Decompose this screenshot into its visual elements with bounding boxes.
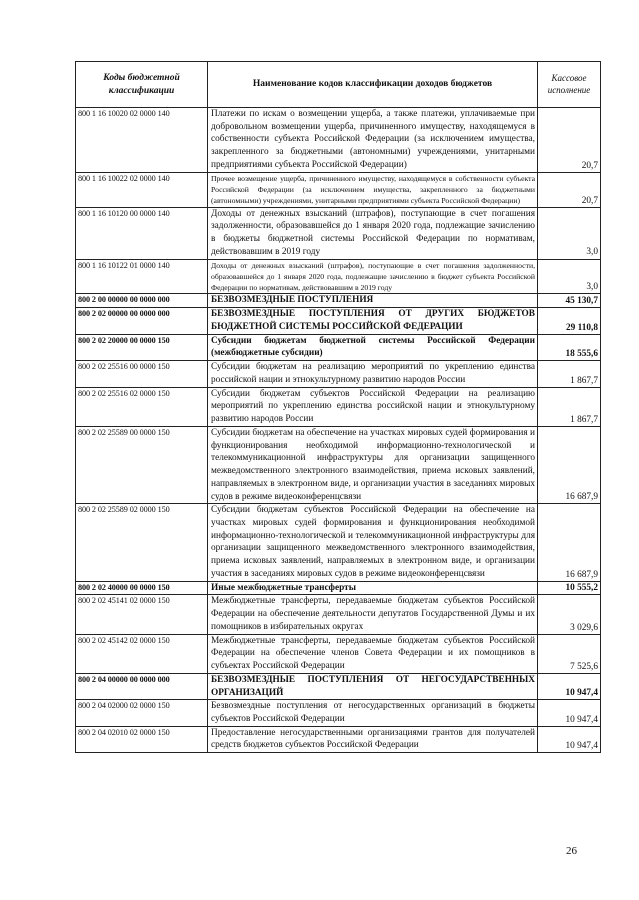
row-amount: 16 687,9 <box>538 504 601 581</box>
row-name: Субсидии бюджетам на реализацию мероприятий по укреплению единства российской нации и этнокультурному развитию народов России <box>208 361 538 387</box>
row-code: 800 2 02 25516 00 0000 150 <box>76 361 208 387</box>
row-amount: 10 947,4 <box>538 673 601 699</box>
row-code: 800 2 00 00000 00 0000 000 <box>76 294 208 308</box>
row-amount: 45 130,7 <box>538 294 601 308</box>
row-name: Предоставление негосударственными организациями грантов для получателей средств бюджетов субъектов Российской Федерации <box>208 726 538 752</box>
row-name: Субсидии бюджетам субъектов Российской Федерации на реализацию мероприятий по укреплению единства российской нации и этнокультурному развитию народов России <box>208 387 538 426</box>
row-amount: 1 867,7 <box>538 387 601 426</box>
row-code: 800 2 02 00000 00 0000 000 <box>76 308 208 334</box>
row-code: 800 2 02 25516 02 0000 150 <box>76 387 208 426</box>
row-code: 800 2 04 00000 00 0000 000 <box>76 673 208 699</box>
row-name: Безвозмездные поступления от негосударственных организаций в бюджеты субъектов Российской Федерации <box>208 700 538 726</box>
row-name: Субсидии бюджетам на обеспечение на участках мировых судей формирования и функционирования необходимой информационно-технологической и телекоммуникационной инфраструктуры для организации защищенного межведомственного электронного взаимодействия, приема исковых заявлений, направляемых в электронном виде, и организации участия в заседаниях мировых судов в режиме видеоконференцсвязи <box>208 426 538 503</box>
row-name: Иные межбюджетные трансферты <box>208 581 538 595</box>
table-row <box>76 426 601 503</box>
table-row <box>76 673 601 699</box>
row-amount: 16 687,9 <box>538 426 601 503</box>
row-code: 800 1 16 10120 00 0000 140 <box>76 207 208 259</box>
row-amount: 18 555,6 <box>538 334 601 360</box>
table-row <box>76 726 601 752</box>
header-amount: Кассовое исполнение <box>538 62 601 108</box>
table-row <box>76 259 601 294</box>
header-name: Наименование кодов классификации доходов бюджетов <box>208 62 538 108</box>
table-row <box>76 308 601 334</box>
row-amount: 3,0 <box>538 207 601 259</box>
row-name: БЕЗВОЗМЕЗДНЫЕ ПОСТУПЛЕНИЯ ОТ НЕГОСУДАРСТВЕННЫХ ОРГАНИЗАЦИЙ <box>208 673 538 699</box>
table-row <box>76 294 601 308</box>
row-code: 800 2 04 02000 02 0000 150 <box>76 700 208 726</box>
table-row <box>76 581 601 595</box>
row-name: Субсидии бюджетам субъектов Российской Федерации на обеспечение на участках мировых судей формирования и функционирования необходимой информационно-технологической и телекоммуникационной инфраструктуры для организации защищенного межведомственного электронного взаимодействия, приема исковых заявлений, направляемых в электронном виде, и организации участия в заседаниях мировых судов в режиме видеоконференцсвязи <box>208 504 538 581</box>
table-row <box>76 361 601 387</box>
row-name: Субсидии бюджетам бюджетной системы Российской Федерации (межбюджетные субсидии) <box>208 334 538 360</box>
table-row <box>76 504 601 581</box>
row-amount: 3 029,6 <box>538 595 601 634</box>
table-row <box>76 700 601 726</box>
page-number: 26 <box>566 845 577 857</box>
row-amount: 10 947,4 <box>538 700 601 726</box>
row-code: 800 2 02 20000 00 0000 150 <box>76 334 208 360</box>
row-name: БЕЗВОЗМЕЗДНЫЕ ПОСТУПЛЕНИЯ ОТ ДРУГИХ БЮДЖЕТОВ БЮДЖЕТНОЙ СИСТЕМЫ РОССИЙСКОЙ ФЕДЕРАЦИИ <box>208 308 538 334</box>
row-code: 800 1 16 10020 02 0000 140 <box>76 108 208 173</box>
row-amount: 20,7 <box>538 108 601 173</box>
row-name: Межбюджетные трансферты, передаваемые бюджетам субъектов Российской Федерации на обеспечение членов Совета Федерации и их помощников в субъектах Российской Федерации <box>208 634 538 673</box>
row-code: 800 1 16 10122 01 0000 140 <box>76 259 208 294</box>
row-amount: 20,7 <box>538 172 601 207</box>
table-row <box>76 387 601 426</box>
row-name: Доходы от денежных взысканий (штрафов), поступающие в счет погашения задолженности, образовавшейся до 1 января 2020 года, подлежащие зачислению в бюджеты бюджетной системы Российской Федерации по нормативам, действовавшим в 2019 году <box>208 207 538 259</box>
revenue-table <box>75 61 601 753</box>
table-row <box>76 207 601 259</box>
row-name: Доходы от денежных взысканий (штрафов), поступающие в счет погашения задолженности, образовавшейся до 1 января 2020 года, подлежащие зачислению в бюджет субъекта Российской Федерации по нормативам, действовавшим в 2019 году <box>208 259 538 294</box>
row-code: 800 2 02 25589 00 0000 150 <box>76 426 208 503</box>
row-amount: 3,0 <box>538 259 601 294</box>
row-name: Межбюджетные трансферты, передаваемые бюджетам субъектов Российской Федерации на обеспечение деятельности депутатов Государственной Думы и их помощников в избирательных округах <box>208 595 538 634</box>
row-code: 800 2 02 45142 02 0000 150 <box>76 634 208 673</box>
row-code: 800 2 02 40000 00 0000 150 <box>76 581 208 595</box>
row-amount: 7 525,6 <box>538 634 601 673</box>
row-code: 800 2 02 45141 02 0000 150 <box>76 595 208 634</box>
table-row <box>76 108 601 173</box>
row-amount: 1 867,7 <box>538 361 601 387</box>
row-amount: 10 555,2 <box>538 581 601 595</box>
table-row <box>76 595 601 634</box>
row-code: 800 2 02 25589 02 0000 150 <box>76 504 208 581</box>
table-row <box>76 334 601 360</box>
row-code: 800 1 16 10022 02 0000 140 <box>76 172 208 207</box>
header-code: Коды бюджетной классификации <box>76 62 208 108</box>
row-name: БЕЗВОЗМЕЗДНЫЕ ПОСТУПЛЕНИЯ <box>208 294 538 308</box>
row-name: Платежи по искам о возмещении ущерба, а также платежи, уплачиваемые при добровольном возмещении ущерба, причиненного имуществу, находящемуся в собственности субъекта Российской Федерации (за исключением имущества, закрепленного за бюджетными (автономными) учреждениями, унитарными предприятиями субъекта Российской Федерации) <box>208 108 538 173</box>
row-amount: 29 110,8 <box>538 308 601 334</box>
row-name: Прочее возмещение ущерба, причиненного имуществу, находящемуся в собственности субъекта Российской Федерации (за исключением имущества, закрепленного за бюджетными (автономными) учреждениями, унитарными предприятиями субъекта Российской Федерации) <box>208 172 538 207</box>
table-row <box>76 634 601 673</box>
table-row <box>76 172 601 207</box>
table-header-row <box>76 62 601 108</box>
row-amount: 10 947,4 <box>538 726 601 752</box>
row-code: 800 2 04 02010 02 0000 150 <box>76 726 208 752</box>
